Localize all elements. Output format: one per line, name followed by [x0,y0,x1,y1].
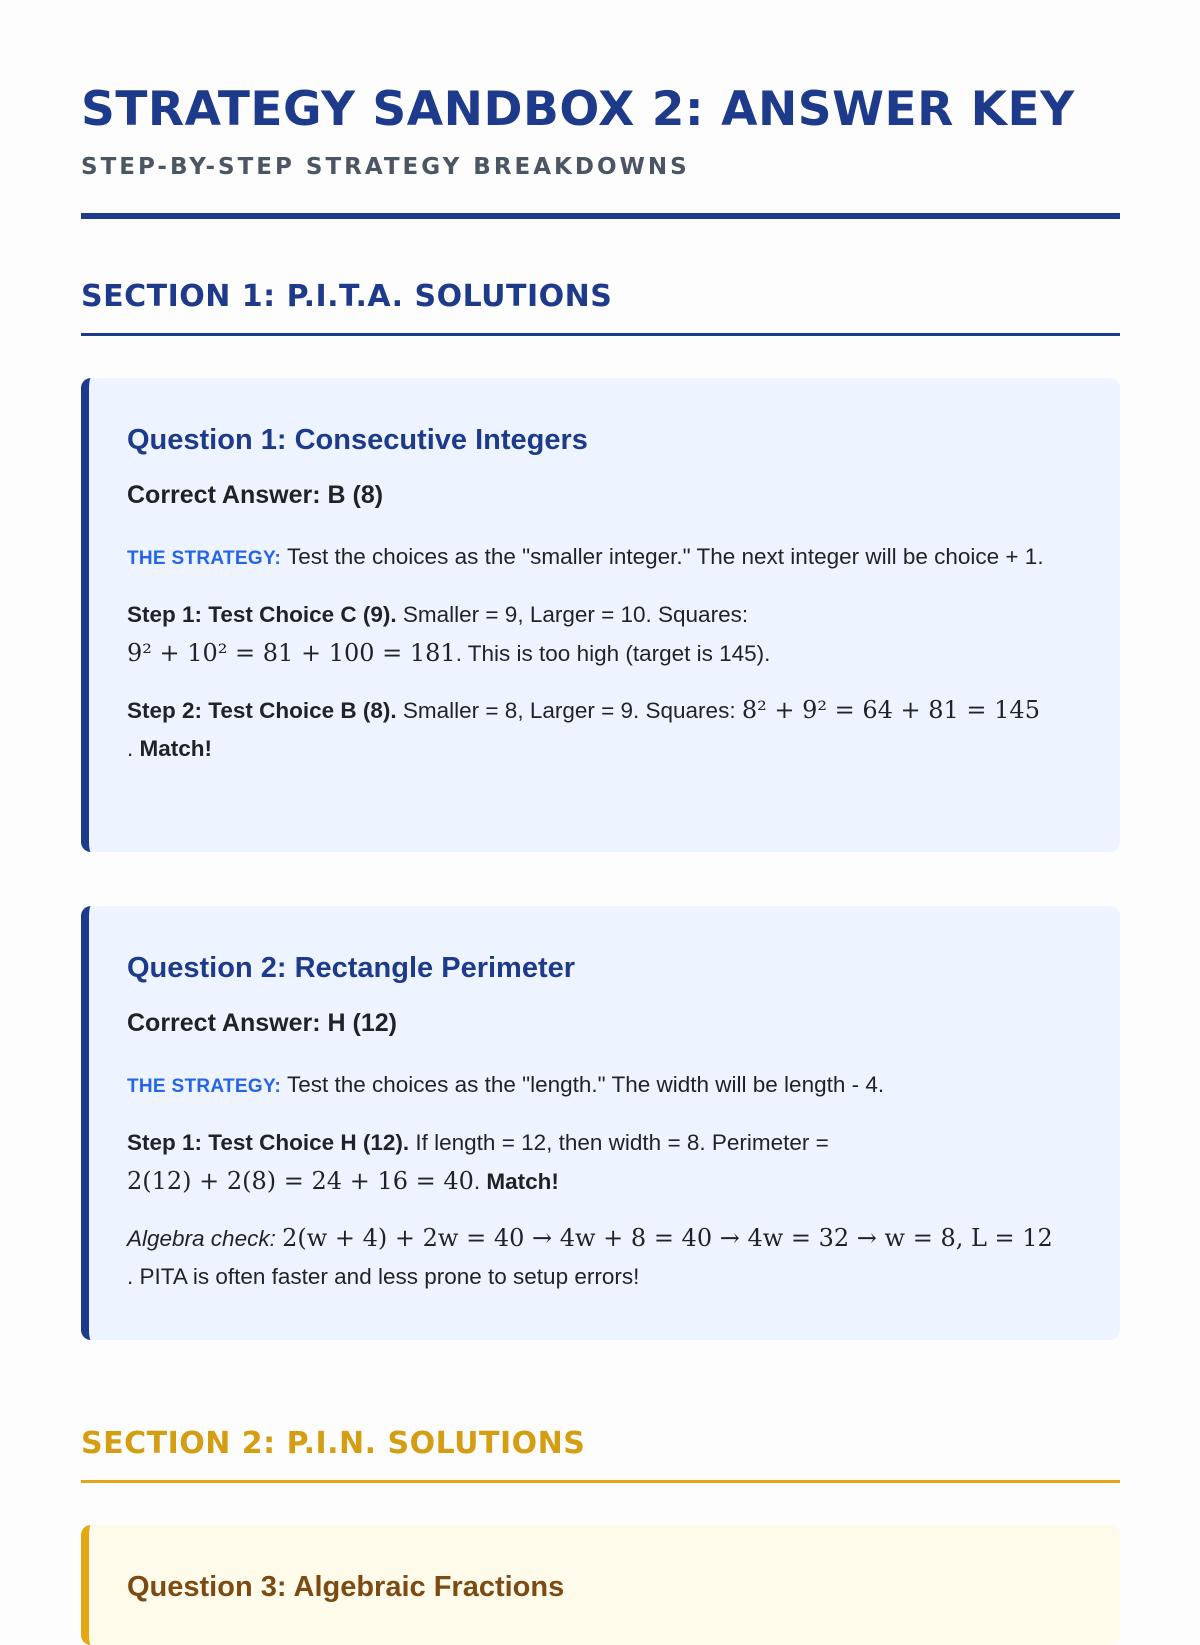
question-2-title: Question 2: Rectangle Perimeter [127,952,576,984]
section-1-title: SECTION 1: P.I.T.A. SOLUTIONS [81,279,613,314]
strategy-label: THE STRATEGY: [127,548,282,569]
algebra-check-math: 2(w + 4) + 2w = 40 → 4w + 8 = 40 → 4w = 32 → w = 8, L = 12 [282,1224,1053,1252]
section-1-divider [81,333,1120,336]
title-divider [81,213,1120,219]
step-1-text: If length = 12, then width = 8. Perimeter = [409,1130,829,1155]
step-1-math: 9² + 10² = 81 + 100 = 181 [127,639,456,667]
step-1-math: 2(12) + 2(8) = 24 + 16 = 40 [127,1167,474,1195]
step-2-label: Step 2: Test Choice B (8). [127,698,397,723]
step-1-tail: . [473,1169,487,1194]
question-1-strategy [127,538,1082,578]
question-1-title: Question 1: Consecutive Integers [127,424,588,456]
question-1-card [81,378,1120,852]
step-2-math: 8² + 9² = 64 + 81 = 145 [741,696,1040,724]
question-1-step-1 [127,596,1082,673]
question-1-answer: Correct Answer: B (8) [127,481,384,509]
page-title: STRATEGY SANDBOX 2: ANSWER KEY [81,82,1075,137]
step-1-tail: . This is too high (target is 145). [455,641,771,666]
step-2-text: Smaller = 8, Larger = 9. Squares: [396,698,742,723]
step-1-label: Step 1: Test Choice C (9). [127,602,397,627]
algebra-check-label: Algebra check: [127,1226,276,1251]
question-3-card [81,1525,1120,1645]
section-2-title: SECTION 2: P.I.N. SOLUTIONS [81,1426,586,1461]
algebra-check-tail: . PITA is often faster and less prone to setup errors! [127,1264,640,1289]
step-1-end: Match! [486,1169,559,1194]
question-2-answer: Correct Answer: H (12) [127,1009,397,1037]
question-2-card [81,906,1120,1340]
step-2-end: Match! [139,736,213,761]
step-1-label: Step 1: Test Choice H (12). [127,1130,410,1155]
question-2-step-1 [127,1124,1082,1201]
step-2-tail: . [127,736,140,761]
question-1-step-2 [127,691,1082,768]
section-2-divider [81,1480,1120,1483]
step-1-text: Smaller = 9, Larger = 10. Squares: [396,602,749,627]
question-2-algebra-check [127,1219,1082,1296]
page-subtitle: STEP-BY-STEP STRATEGY BREAKDOWNS [81,154,690,180]
strategy-text: Test the choices as the "length." The width will be length - 4. [281,1072,885,1097]
question-2-strategy [127,1066,1082,1106]
strategy-text: Test the choices as the "smaller integer." The next integer will be choice + 1. [281,544,1044,569]
question-3-title: Question 3: Algebraic Fractions [127,1571,565,1603]
strategy-label: THE STRATEGY: [127,1076,282,1097]
